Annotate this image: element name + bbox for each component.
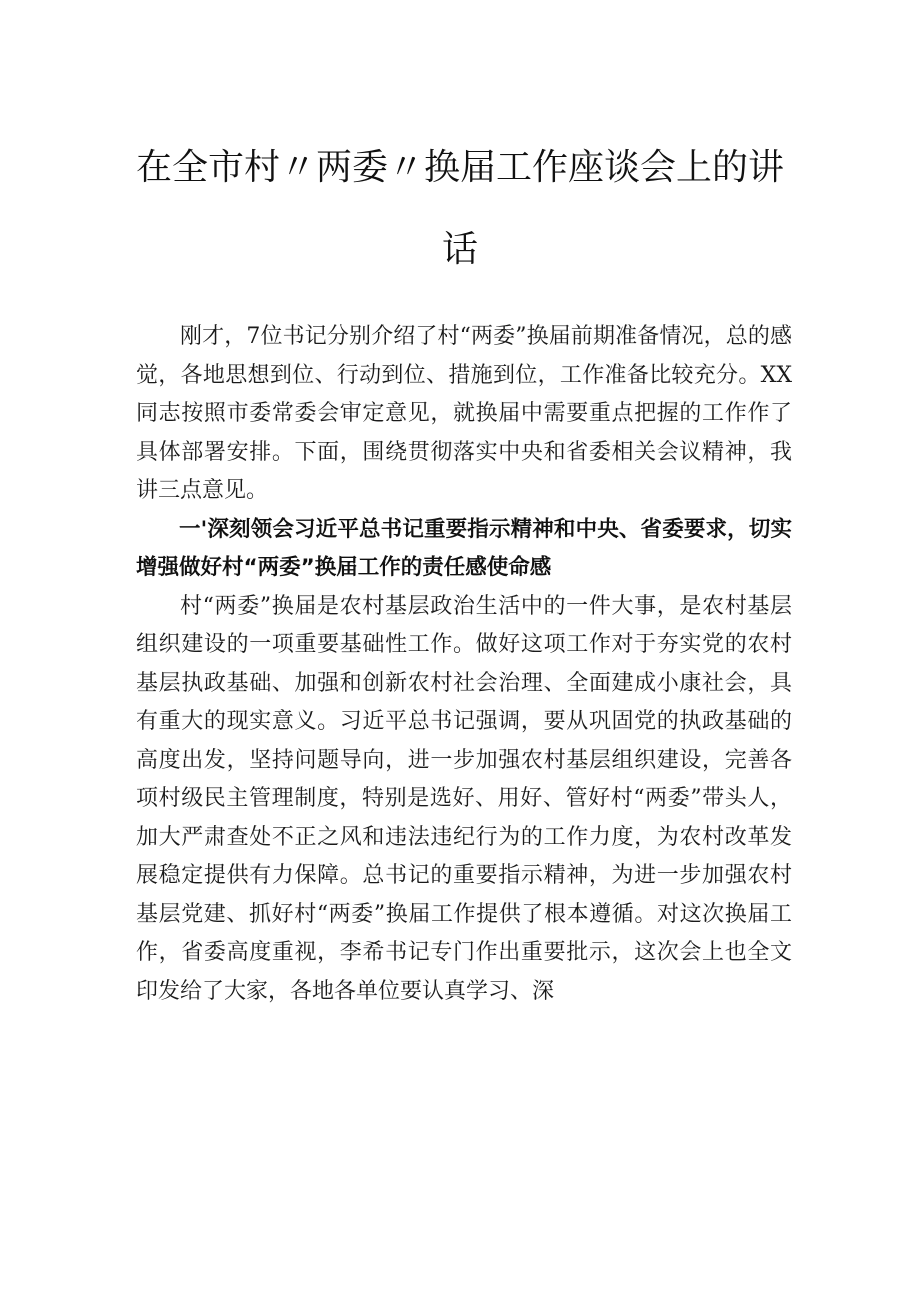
- document-body: [136, 318, 792, 1011]
- section-heading-1: 一'深刻领会习近平总书记重要指示精神和中央、省委要求，切实增强做好村“两委”换届工作的责任感使命感: [136, 516, 792, 580]
- body-paragraph: 村“两委”换届是农村基层政治生活中的一件大事，是农村基层组织建设的一项重要基础性工作。做好这项工作对于夯实党的农村基层执政基础、加强和创新农村社会治理、全面建成小康社会，具有重大的现实意义。习近平总书记强调，要从巩固党的执政基础的高度出发，坚持问题导向，进一步加强农村基层组织建设，完善各项村级民主管理制度，特别是选好、用好、管好村“两委”带头人，加大严肃查处不正之风和违法违纪行为的工作力度，为农村改革发展稳定提供有力保障。总书记的重要指示精神，为进一步加强农村基层党建、抓好村“两委”换届工作提供了根本遵循。对这次换届工作，省委高度重视，李希书记专门作出重要批示，这次会上也全文印发给了大家，各地各单位要认真学习、深: [136, 593, 792, 1004]
- document-title-line-1: 在全市村〃两委〃换届工作座谈会上的讲: [135, 147, 784, 188]
- opening-paragraph: 刚才，7位书记分别介绍了村“两委”换届前期准备情况，总的感觉，各地思想到位、行动到位、措施到位，工作准备比较充分。XX同志按照市委常委会审定意见，就换届中需要重点把握的工作作了具体部署安排。下面，围绕贯彻落实中央和省委相关会议精神，我讲三点意见。: [136, 324, 792, 503]
- document-title-line-2: 话: [441, 229, 478, 270]
